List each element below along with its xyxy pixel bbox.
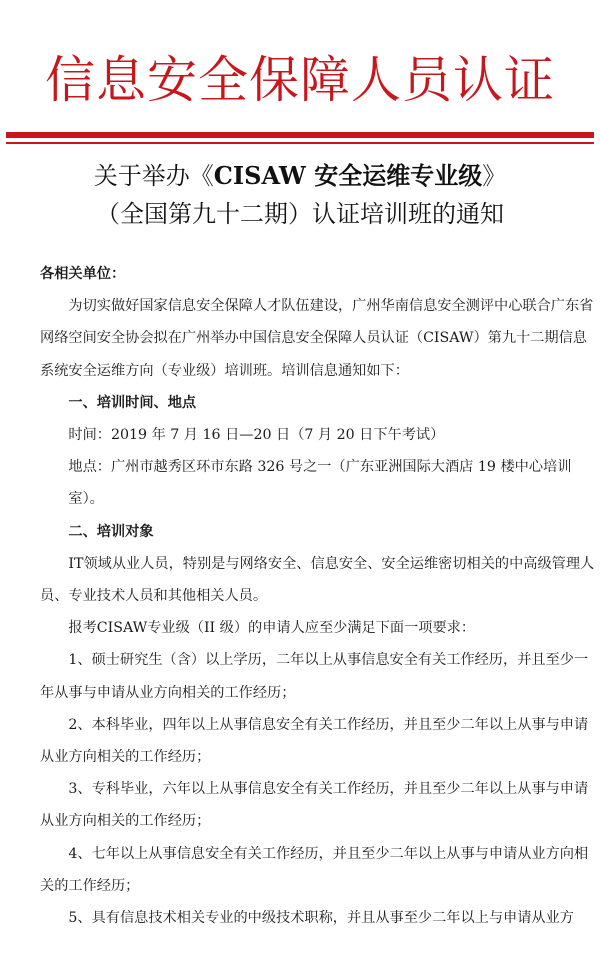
requirement-item: 4、七年以上从事信息安全有关工作经历，并且至少二年以上从事与申请从业方向相关的工作经历； [40,845,589,894]
notice-body [40,258,596,934]
banner-divider-thin [6,142,594,144]
notice-title-line-2: （全国第九十二期）认证培训班的通知 [96,200,504,228]
requirement-item: 3、专科毕业，六年以上从事信息安全有关工作经历，并且至少二年以上从事与申请从业方向相关的工作经历； [40,781,589,830]
section-heading-time-location: 一、培训时间、地点 [68,394,197,411]
training-location: 地点：广州市越秀区环市东路 326 号之一（广东亚洲国际大酒店 19 楼中心培训室）。 [68,459,572,508]
requirement-item: 1、硕士研究生（含）以上学历，二年以上从事信息安全有关工作经历，并且至少一年从事与申请从业方向相关的工作经历； [40,652,589,701]
title-prefix: 关于举办《 [93,162,214,190]
title-course-name: CISAW 安全运维专业级 [213,161,483,190]
section-heading-audience: 二、培训对象 [68,523,154,540]
intro-paragraph: 为切实做好国家信息安全保障人才队伍建设，广州华南信息安全测评中心联合广东省网络空间安全协会拟在广州举办中国信息安全保障人员认证（CISAW）第九十二期信息系统安全运维方向（专业级）培训班。培训信息通知如下： [40,298,594,379]
banner-divider-thick [6,132,594,138]
requirement-item: 5、具有信息技术相关专业的中级技术职称，并且从事至少二年以上与申请从业方 [68,910,574,927]
requirement-intro: 报考CISAW专业级（II 级）的申请人应至少满足下面一项要求： [68,620,476,637]
notice-title-line-1 [0,160,600,192]
audience-paragraph: IT领域从业人员，特别是与网络安全、信息安全、安全运维密切相关的中高级管理人员、专业技术人员和其他相关人员。 [40,555,595,605]
certification-banner: 信息安全保障人员认证 [45,51,555,109]
training-time: 时间：2019 年 7 月 16 日—20 日（7 月 20 日下午考试） [68,427,445,444]
title-suffix: 》 [482,162,507,190]
salutation: 各相关单位： [40,266,126,282]
requirement-item: 2、本科毕业，四年以上从事信息安全有关工作经历，并且至少二年以上从事与申请从业方向相关的工作经历； [40,716,589,766]
